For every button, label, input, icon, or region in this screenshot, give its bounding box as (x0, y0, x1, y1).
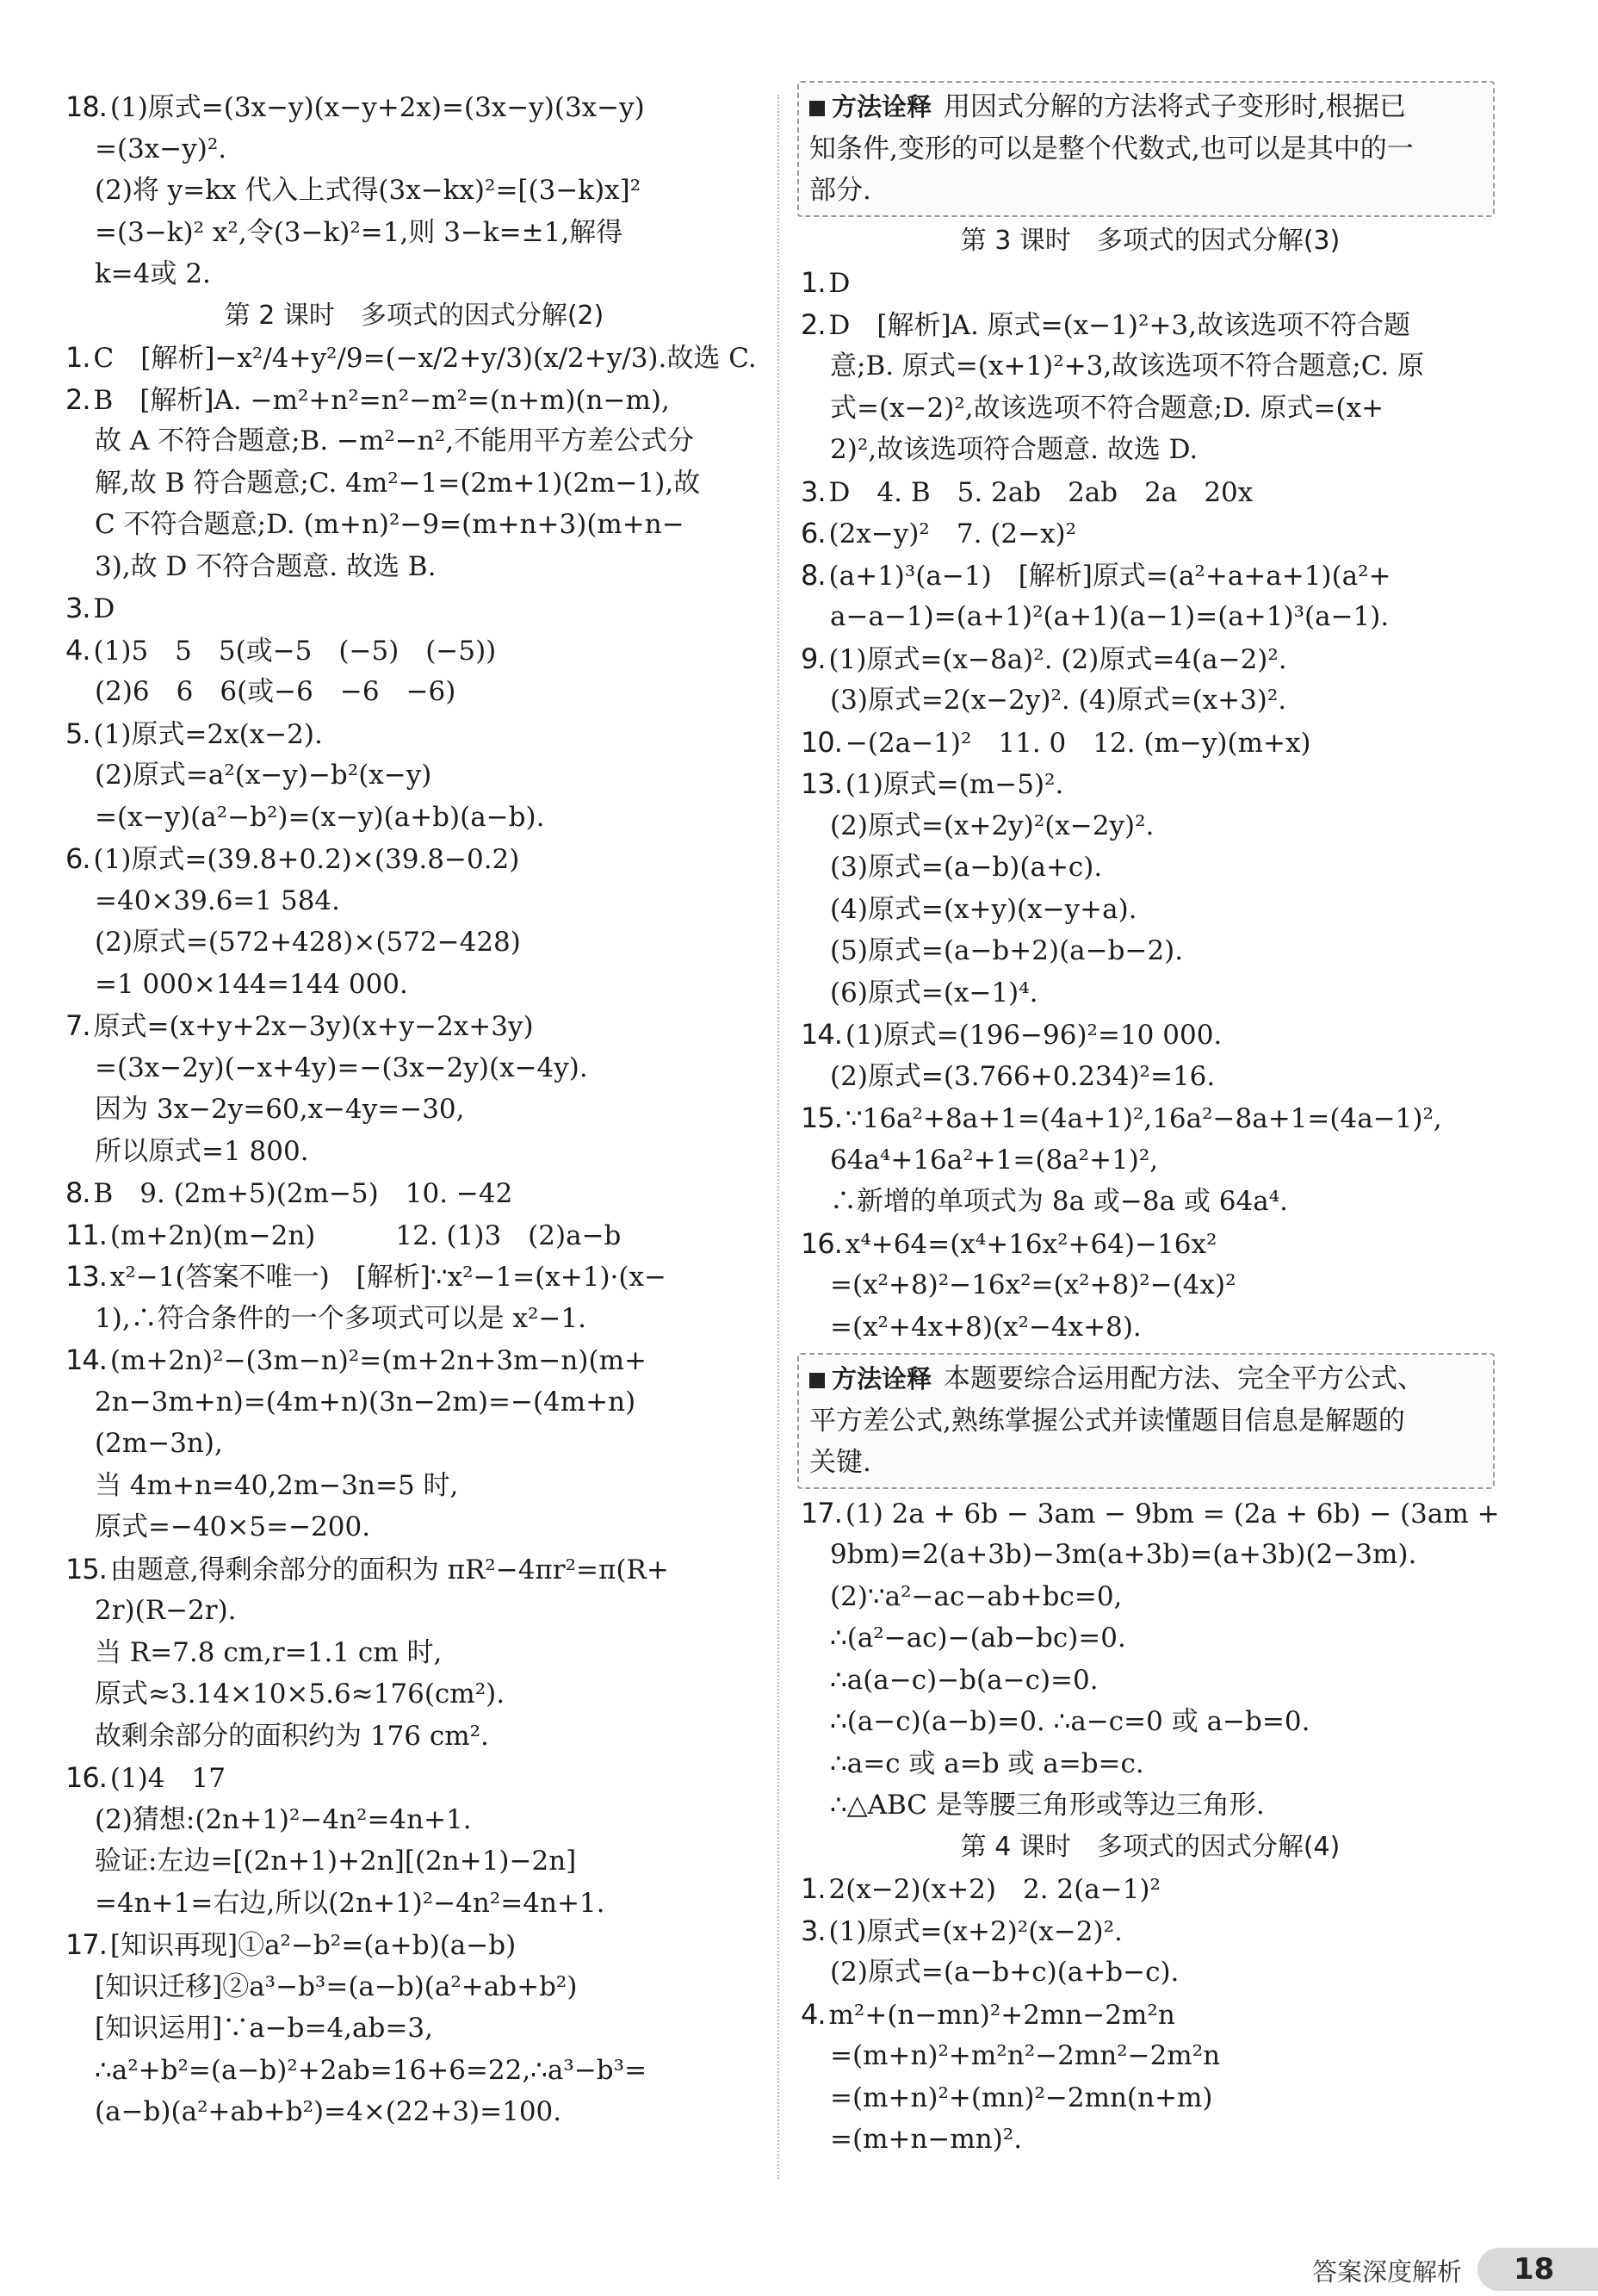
question-number: 1. (801, 266, 826, 299)
question-number: 7. (65, 1009, 90, 1042)
line-text: =(3x−2y)(−x+4y)=−(3x−2y)(x−4y). (95, 1052, 588, 1083)
answer-line (95, 2007, 433, 2049)
line-text: (1)原式=(m−5)². (845, 769, 1064, 800)
line-text: (5)原式=(a−b+2)(a−b−2). (830, 935, 1184, 966)
answer-line (830, 679, 1286, 721)
question-number: 8. (801, 558, 826, 592)
line-text: 意;B. 原式=(x+1)²+3,故该选项不符合题意;C. 原 (830, 351, 1425, 382)
line-text: (m+2n)(m−2n) 12. (1)3 (2)a−b (109, 1219, 622, 1251)
line-text: [知识再现]①a²−b²=(a+b)(a−b) (109, 1930, 517, 1961)
line-text: D (828, 268, 851, 299)
line-text: 2n−3m+n)=(4m+n)(3n−2m)=−(4m+n) (95, 1386, 636, 1418)
answer-line (830, 972, 1038, 1014)
line-text: [知识运用]∵a−b=4,ab=3, (95, 2013, 433, 2044)
answer-line (95, 1506, 370, 1548)
answer-line (830, 1784, 1265, 1826)
line-text: (a+1)³(a−1) [解析]原式=(a²+a+a+1)(a²+ (828, 560, 1391, 592)
line-text: k=4或 2. (95, 258, 211, 289)
section-heading (801, 1827, 1500, 1868)
question-number: 9. (801, 642, 826, 675)
question-line (65, 379, 670, 420)
answer-line (830, 429, 1198, 470)
line-text: ∴△ABC 是等腰三角形或等边三角形. (830, 1790, 1265, 1821)
question-line (801, 471, 1253, 512)
line-text: 原式=(x+y+2x−3y)(x+y−2x+3y) (93, 1011, 534, 1042)
question-number: 6. (801, 517, 826, 549)
note-text: 本题要综合运用配方法、完全平方公式、 (944, 1363, 1425, 1394)
line-text: ∴a=c 或 a=b 或 a=b=c. (830, 1747, 1144, 1779)
line-text: =(x²+8)²−16x²=(x²+8)²−(4x)² (830, 1269, 1236, 1300)
line-text: 验证:左边=[(2n+1)+2n][(2n+1)−2n] (95, 1846, 577, 1877)
line-text: 因为 3x−2y=60,x−4y=−30, (95, 1094, 465, 1125)
line-text: ∴新增的单项式为 8a 或−8a 或 64a⁴. (830, 1186, 1289, 1217)
question-line (65, 587, 115, 629)
question-line (801, 1014, 1222, 1055)
answer-line (830, 1617, 1126, 1659)
line-text: 解,故 B 符合题意;C. 4m²−1=(2m+1)(2m−1),故 (95, 467, 701, 499)
question-line (801, 763, 1063, 804)
question-line (801, 1994, 1175, 2035)
answer-line (95, 1089, 465, 1130)
answer-line (95, 420, 694, 462)
answer-line (830, 2119, 1022, 2160)
line-text: =(3x−y)². (95, 133, 227, 164)
answer-line (830, 805, 1154, 847)
line-text: (2)6 6 6(或−6 −6 −6) (95, 676, 456, 707)
line-text: (6)原式=(x−1)⁴. (830, 977, 1038, 1008)
line-text: (2)原式=a²(x−y)−b²(x−y) (95, 760, 432, 791)
question-number: 15. (801, 1101, 842, 1134)
question-line (65, 1548, 669, 1590)
question-line (801, 722, 1311, 763)
answer-line (95, 1716, 489, 1757)
answer-line (95, 1381, 635, 1423)
method-note-title-text: 方法诠释 (832, 92, 932, 121)
question-number: 14. (65, 1343, 107, 1376)
line-text: =(x−y)(a²−b²)=(x−y)(a+b)(a−b). (95, 801, 545, 833)
line-text: =(x²+4x+8)(x²−4x+8). (830, 1311, 1142, 1343)
line-text: 当 4m+n=40,2m−3n=5 时, (95, 1469, 459, 1501)
answer-line (830, 1139, 1158, 1181)
line-text: 由题意,得剩余部分的面积为 πR²−4πr²=π(R+ (109, 1554, 669, 1585)
answer-line (830, 1181, 1288, 1222)
answer-line (830, 1701, 1310, 1742)
answer-line (95, 1966, 577, 2007)
question-line (65, 630, 496, 671)
answer-line (830, 889, 1137, 930)
answer-line (95, 1883, 605, 1924)
note-line (809, 86, 1406, 127)
question-number: 6. (65, 842, 90, 875)
line-text: =(m+n)²+(mn)²−2mn(n+m) (830, 2082, 1213, 2113)
question-number: 1. (65, 341, 90, 374)
answer-line (830, 1743, 1144, 1784)
line-text: 故 A 不符合题意;B. −m²−n²,不能用平方差公式分 (95, 425, 695, 456)
answer-line (95, 253, 211, 295)
question-line (65, 1339, 647, 1381)
line-text: (2)原式=(572+428)×(572−428) (95, 927, 521, 958)
question-line (65, 1214, 621, 1256)
question-number: 2. (65, 382, 90, 416)
line-text: 式=(x−2)²,故该选项不符合题意;D. 原式=(x+ (830, 392, 1384, 424)
question-number: 15. (65, 1552, 107, 1585)
question-number: 14. (801, 1018, 842, 1051)
answer-line (95, 2050, 647, 2091)
line-text: C 不符合题意;D. (m+n)²−9=(m+n+3)(m+n− (95, 509, 684, 540)
line-text: a−a−1)=(a+1)²(a+1)(a−1)=(a+1)³(a−1). (830, 601, 1390, 632)
note-line (809, 1442, 871, 1483)
question-line (65, 713, 323, 754)
answer-line (830, 1576, 1122, 1617)
question-number: 13. (65, 1260, 107, 1293)
line-text: 9bm)=2(a+3b)−3m(a+3b)=(a+3b)(2−3m). (830, 1539, 1417, 1570)
footer-label: 答案深度解析 (1311, 2257, 1462, 2287)
line-text: D (93, 593, 115, 624)
square-bullet-icon (809, 101, 825, 116)
note-line (809, 1400, 1405, 1442)
question-number: 3. (801, 475, 826, 508)
line-text: 1),∴符合条件的一个多项式可以是 x²−1. (95, 1302, 586, 1334)
answer-line (830, 345, 1424, 387)
line-text: 所以原式=1 800. (95, 1135, 309, 1167)
question-number: 17. (65, 1928, 107, 1961)
line-text: (2)∵a²−ac−ab+bc=0, (830, 1580, 1123, 1612)
question-line (801, 1868, 1161, 1909)
square-bullet-icon (809, 1373, 825, 1388)
answer-line (830, 1306, 1142, 1348)
question-number: 2. (801, 307, 826, 341)
answer-line (95, 1632, 442, 1673)
line-text: =1 000×144=144 000. (95, 968, 408, 1000)
line-text: (2x−y)² 7. (2−x)² (828, 518, 1077, 549)
line-text: =40×39.6=1 584. (95, 884, 340, 916)
line-text: (4)原式=(x+y)(x−y+a). (830, 893, 1137, 925)
line-text: (a−b)(a²+ab+b²)=4×(22+3)=100. (95, 2096, 562, 2127)
answer-line (830, 1534, 1416, 1575)
line-text: =(m+n)²+m²n²−2mn²−2m²n (830, 2040, 1221, 2071)
answer-line (95, 1298, 586, 1339)
question-line (65, 1757, 226, 1798)
question-line (801, 262, 850, 303)
answer-line (830, 596, 1389, 637)
question-number: 5. (65, 717, 90, 750)
method-note-title (809, 92, 932, 121)
question-line (801, 1492, 1500, 1534)
line-text: (3)原式=(a−b)(a+c). (830, 852, 1103, 883)
line-text: 64a⁴+16a²+1=(8a²+1)², (830, 1144, 1159, 1176)
line-text: m²+(n−mn)²+2mn−2m²n (828, 1999, 1175, 2031)
line-text: 第 2 课时 多项式的因式分解(2) (224, 300, 604, 331)
note-line (809, 170, 871, 211)
answer-line (95, 754, 431, 796)
question-line (801, 638, 1287, 679)
answer-line (95, 922, 521, 963)
line-text: B 9. (2m+5)(2m−5) 10. −42 (93, 1178, 513, 1209)
question-line (65, 1256, 666, 1297)
line-text: (2)原式=(3.766+0.234)²=16. (830, 1060, 1216, 1092)
answer-line (830, 1056, 1215, 1097)
answer-line (95, 1423, 223, 1464)
answer-line (95, 880, 340, 922)
line-text: 3),故 D 不符合题意. 故选 B. (95, 550, 437, 582)
line-text: x⁴+64=(x⁴+16x²+64)−16x² (845, 1228, 1217, 1260)
line-text: =4n+1=右边,所以(2n+1)²−4n²=4n+1. (95, 1887, 605, 1919)
question-number: 1. (801, 1872, 826, 1905)
line-text: (m+2n)²−(3m−n)²=(m+2n+3m−n)(m+ (109, 1345, 647, 1376)
method-note-title-text: 方法诠释 (832, 1364, 932, 1393)
line-text: 原式≈3.14×10×5.6≈176(cm²). (95, 1679, 505, 1710)
answer-line (95, 462, 700, 504)
column-divider (777, 95, 779, 2179)
line-text: 2)²,故该选项符合题意. 故选 D. (830, 434, 1198, 465)
answer-line (95, 170, 641, 211)
line-text: D 4. B 5. 2ab 2ab 2a 20x (828, 476, 1254, 508)
answer-line (95, 212, 622, 253)
line-text: ∴(a²−ac)−(ab−bc)=0. (830, 1623, 1126, 1654)
line-text: B [解析]A. −m²+n²=n²−m²=(n+m)(n−m), (93, 384, 670, 416)
question-number: 4. (801, 1997, 826, 2031)
line-text: 2r)(R−2r). (95, 1595, 237, 1626)
line-text: (1)原式=(x+2)²(x−2)². (828, 1915, 1123, 1947)
answer-line (95, 797, 544, 838)
method-note-box (797, 81, 1495, 217)
method-note-title (809, 1364, 932, 1393)
answer-line (95, 546, 436, 587)
question-number: 3. (65, 592, 90, 624)
question-line (801, 1097, 1442, 1139)
question-line (65, 86, 645, 127)
question-number: 18. (65, 90, 107, 123)
answer-line (95, 671, 455, 712)
line-text: C [解析]−x²/4+y²/9=(−x/2+y/3)(x/2+y/3).故选 C. (93, 343, 757, 374)
answer-line (830, 2035, 1220, 2076)
answer-line (95, 1047, 588, 1089)
line-text: (1)原式=(x−8a)². (2)原式=4(a−2)². (828, 643, 1287, 675)
answer-line (830, 1264, 1236, 1306)
question-number: 16. (801, 1226, 842, 1260)
note-text: 平方差公式,熟练掌握公式并读懂题目信息是解题的 (809, 1405, 1405, 1437)
question-number: 8. (65, 1176, 90, 1209)
note-text: 部分. (809, 175, 871, 206)
note-line (809, 128, 1414, 170)
question-number: 16. (65, 1761, 107, 1794)
line-text: (2)猜想:(2n+1)²−4n²=4n+1. (95, 1803, 472, 1835)
answer-line (95, 1840, 576, 1882)
question-line (801, 1223, 1217, 1264)
note-text: 关键. (809, 1447, 871, 1478)
page-number: 18 (1477, 2248, 1598, 2291)
note-text: 用因式分解的方法将式子变形时,根据已 (944, 91, 1406, 122)
line-text: 原式=−40×5=−200. (95, 1511, 371, 1542)
line-text: 第 3 课时 多项式的因式分解(3) (960, 225, 1341, 256)
line-text: ∴a²+b²=(a−b)²+2ab=16+6=22,∴a³−b³= (95, 2054, 647, 2086)
line-text: ∴a(a−c)−b(a−c)=0. (830, 1664, 1099, 1696)
line-text: ∴(a−c)(a−b)=0. ∴a−c=0 或 a−b=0. (830, 1706, 1310, 1737)
line-text: 当 R=7.8 cm,r=1.1 cm 时, (95, 1636, 443, 1668)
line-text: =(m+n−mn)². (830, 2124, 1023, 2155)
question-line (65, 838, 519, 879)
question-number: 11. (65, 1218, 107, 1251)
line-text: (2m−3n), (95, 1428, 223, 1459)
line-text: 第 4 课时 多项式的因式分解(4) (960, 1831, 1341, 1862)
answer-line (95, 1799, 472, 1840)
question-number: 10. (801, 725, 842, 759)
note-line (809, 1358, 1424, 1399)
line-text: (1)原式=(3x−y)(x−y+2x)=(3x−y)(3x−y) (109, 92, 645, 123)
question-number: 17. (801, 1496, 842, 1530)
line-text: 故剩余部分的面积约为 176 cm². (95, 1720, 489, 1752)
question-line (65, 1005, 534, 1046)
question-number: 3. (801, 1914, 826, 1947)
answer-line (95, 1673, 505, 1715)
line-text: (2)原式=(x+2y)²(x−2y)². (830, 810, 1155, 841)
answer-line (830, 930, 1183, 971)
answer-line (95, 504, 684, 545)
line-text: (2)将 y=kx 代入上式得(3x−kx)²=[(3−k)x]² (95, 175, 641, 206)
question-line (801, 1910, 1123, 1952)
line-text: (1) 2a + 6b − 3am − 9bm = (2a + 6b) − (3am + (845, 1498, 1500, 1530)
line-text: 2(x−2)(x+2) 2. 2(a−1)² (828, 1874, 1161, 1905)
question-line (801, 512, 1076, 554)
line-text: D [解析]A. 原式=(x−1)²+3,故该选项不符合题 (828, 309, 1410, 341)
question-number: 13. (801, 767, 842, 800)
line-text: −(2a−1)² 11. 0 12. (m−y)(m+x) (845, 727, 1311, 759)
answer-line (95, 1131, 309, 1172)
line-text: x²−1(答案不唯一) [解析]∵x²−1=(x+1)·(x− (109, 1262, 666, 1293)
line-text: (1)原式=(39.8+0.2)×(39.8−0.2) (93, 844, 520, 875)
line-text: (1)原式=(196−96)²=10 000. (845, 1020, 1223, 1051)
answer-line (830, 388, 1384, 429)
question-line (65, 1924, 516, 1965)
line-text: =(3−k)² x²,令(3−k)²=1,则 3−k=±1,解得 (95, 216, 623, 248)
note-text: 知条件,变形的可以是整个代数式,也可以是其中的一 (809, 133, 1414, 164)
answer-line (95, 1590, 237, 1631)
line-text: (3)原式=2(x−2y)². (4)原式=(x+3)². (830, 685, 1287, 716)
question-number: 4. (65, 633, 90, 667)
question-line (65, 1172, 512, 1213)
line-text: (2)原式=(a−b+c)(a+b−c). (830, 1957, 1180, 1988)
method-note-box (797, 1353, 1495, 1489)
answer-line (830, 1952, 1179, 1993)
answer-line (95, 964, 408, 1005)
question-line (65, 337, 757, 378)
line-text: (1)原式=2x(x−2). (93, 718, 323, 750)
section-heading (801, 220, 1500, 262)
answer-line (830, 1660, 1099, 1701)
question-line (801, 555, 1391, 596)
answer-line (95, 2091, 561, 2132)
answer-line (95, 1465, 458, 1506)
section-heading (65, 295, 763, 337)
line-text: [知识迁移]②a³−b³=(a−b)(a²+ab+b²) (95, 1970, 578, 2002)
question-line (801, 304, 1410, 345)
line-text: ∵16a²+8a+1=(4a+1)²,16a²−8a+1=(4a−1)², (845, 1103, 1442, 1134)
line-text: (1)4 17 (109, 1763, 226, 1794)
page-footer (0, 2248, 1598, 2296)
answer-line (830, 2077, 1212, 2119)
answer-line (95, 128, 226, 170)
line-text: (1)5 5 5(或−5 (−5) (−5)) (93, 635, 497, 667)
answer-line (830, 847, 1102, 888)
